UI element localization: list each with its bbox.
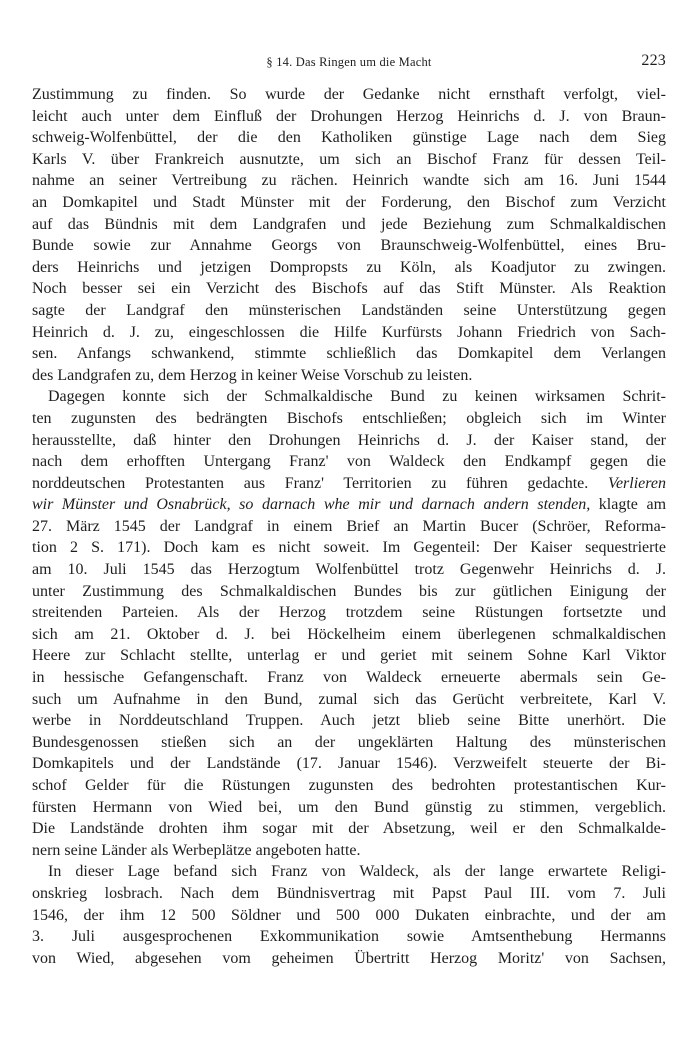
line-text: herausstellte, daß hinter den Drohungen Heinrichs d. J. der Kaiser stand, der [32, 431, 666, 449]
text-line [32, 300, 666, 322]
line-text: unter Zustimmung des Schmalkaldischen Bundes bis zur gütlichen Einigung der [32, 582, 666, 600]
line-text: Die Landstände drohten ihm sogar mit der Absetzung, weil er den Schmalkalde- [32, 820, 666, 838]
text-line [32, 257, 666, 279]
page-number: 223 [641, 52, 666, 69]
text-line [32, 797, 666, 819]
line-text: 27. März 1545 der Landgraf in einem Brief an Martin Bucer (Schröer, Reforma- [32, 517, 666, 535]
line-text: Heere zur Schlacht stellte, unterlag er und geriet mit seinem Sohne Karl Viktor [32, 647, 666, 665]
text-line [32, 451, 666, 473]
text-line [32, 926, 666, 948]
text-line [32, 710, 666, 732]
text-line [32, 818, 666, 840]
line-text: nach dem erhofften Untergang Franz' von Waldeck den Endkampf gegen die [32, 453, 666, 471]
line-text: ten zugunsten des bedrängten Bischofs entschließen; obgleich sich im Winter [32, 409, 666, 427]
line-text: sich am 21. Oktober d. J. bei Höckelheim einem überlegenen schmalkaldischen [32, 625, 666, 643]
line-text: In dieser Lage befand sich Franz von Waldeck, als der lange erwartete Religi- [48, 863, 666, 881]
line-text: des Landgrafen zu, dem Herzog in keiner Weise Vorschub zu leisten. [32, 366, 473, 384]
running-header [32, 52, 666, 72]
line-text: klagte am [590, 496, 667, 514]
line-text: leicht auch unter dem Einfluß der Drohungen Herzog Heinrichs d. J. von Braun- [32, 107, 666, 125]
text-line [32, 278, 666, 300]
text-line [32, 214, 666, 236]
line-text: Dagegen konnte sich der Schmalkaldische Bund zu keinen wirksamen Schrit- [48, 388, 666, 406]
line-text: Heinrich d. J. zu, eingeschlossen die Hilfe Kurfürsts Johann Friedrich von Sach- [32, 323, 666, 341]
text-line [32, 732, 666, 754]
text-line [32, 322, 666, 344]
line-text: Bundesgenossen stießen sich an der ungeklärten Haltung des münsterischen [32, 733, 666, 751]
line-text: von Wied, abgesehen vom geheimen Übertritt Herzog Moritz' von Sachsen, [32, 949, 666, 967]
text-line [32, 905, 666, 927]
line-text: nahme an seiner Vertreibung zu rächen. Heinrich wandte sich am 16. Juni 1544 [32, 172, 666, 190]
text-line [32, 343, 666, 365]
line-text: norddeutschen Protestanten aus Franz' Territorien zu führen gedachte. [32, 474, 589, 492]
text-line [32, 948, 666, 970]
text-line [32, 473, 666, 495]
text-line [32, 84, 666, 106]
line-text: in hessische Gefangenschaft. Franz von Waldeck erneuerte abermals sein Ge- [32, 669, 666, 687]
line-text: am 10. Juli 1545 das Herzogtum Wolfenbüttel trotz Gegenwehr Heinrichs d. J. [32, 561, 666, 579]
line-text: Noch besser sei ein Verzicht des Bischofs auf das Stift Münster. Als Reaktion [32, 280, 666, 298]
line-text: fürsten Hermann von Wied bei, um den Bund günstig zu stimmen, vergeblich. [32, 798, 666, 816]
line-text: sagte der Landgraf den münsterischen Landständen seine Unterstützung gegen [32, 301, 666, 319]
text-line [32, 840, 666, 862]
line-text: 1546, der ihm 12 500 Söldner und 500 000 Dukaten einbrachte, und der am [32, 906, 666, 924]
line-text: such um Aufnahme in den Bund, zumal sich das Gerücht verbreitete, Karl V. [32, 690, 666, 708]
body-text [32, 84, 666, 969]
italic-quote: wir Münster und Osnabrück, so darnach whe mir und darnach andern stenden, [32, 496, 591, 514]
line-text: Bunde sowie zur Annahme Georgs von Braunschweig-Wolfenbüttel, eines Bru- [32, 237, 666, 255]
italic-quote: Verlieren [607, 474, 667, 492]
text-line [32, 753, 666, 775]
text-line [32, 170, 666, 192]
text-line [32, 775, 666, 797]
text-line [32, 624, 666, 646]
text-line [32, 516, 666, 538]
line-text: Karls V. über Frankreich ausnutzte, um sich an Bischof Franz für dessen Teil- [32, 150, 666, 168]
line-text: onskrieg losbrach. Nach dem Bündnisvertrag mit Papst Paul III. vom 7. Juli [32, 884, 666, 902]
text-line [32, 408, 666, 430]
text-line [32, 883, 666, 905]
text-line [32, 127, 666, 149]
line-text: an Domkapitel und Stadt Münster mit der Forderung, den Bischof zum Verzicht [32, 193, 666, 211]
text-line [32, 365, 666, 387]
line-text: Domkapitels und der Landstände (17. Januar 1546). Verzweifelt steuerte der Bi- [32, 755, 666, 773]
text-line [32, 581, 666, 603]
text-line [32, 235, 666, 257]
line-text: schweig-Wolfenbüttel, der die den Katholiken günstige Lage nach dem Sieg [32, 129, 666, 147]
text-line [32, 602, 666, 624]
text-line [32, 667, 666, 689]
line-text: Zustimmung zu finden. So wurde der Gedanke nicht ernsthaft verfolgt, viel- [32, 86, 666, 103]
running-title: § 14. Das Ringen um die Macht [266, 55, 432, 69]
line-text: auf das Bündnis mit dem Landgrafen und jede Beziehung zum Schmalkaldischen [32, 215, 666, 233]
text-line [32, 430, 666, 452]
line-text: schof Gelder für die Rüstungen zugunsten des bedrohten protestantischen Kur- [32, 777, 666, 794]
text-line [32, 689, 666, 711]
line-text: 3. Juli ausgesprochenen Exkommunikation sowie Amtsenthebung Hermanns [32, 928, 666, 946]
text-line [32, 537, 666, 559]
line-text: tion 2 S. 171). Doch kam es nicht soweit. Im Gegenteil: Der Kaiser sequestrierte [32, 539, 666, 557]
line-text: sen. Anfangs schwankend, stimmte schließlich das Domkapitel dem Verlangen [32, 345, 666, 363]
line-text: nern seine Länder als Werbeplätze angeboten hatte. [32, 841, 361, 859]
text-line [32, 149, 666, 171]
text-line [32, 861, 666, 883]
line-text: ders Heinrichs und jetzigen Dompropsts zu Köln, als Koadjutor zu zwingen. [32, 258, 666, 276]
text-line [32, 106, 666, 128]
text-line [32, 559, 666, 581]
text-line [32, 494, 666, 516]
text-line [32, 386, 666, 408]
text-line [32, 192, 666, 214]
line-text: werbe in Norddeutschland Truppen. Auch jetzt blieb seine Bitte unerhört. Die [32, 712, 666, 730]
line-text: streitenden Parteien. Als der Herzog trotzdem seine Rüstungen fortsetzte und [32, 604, 666, 622]
text-line [32, 645, 666, 667]
